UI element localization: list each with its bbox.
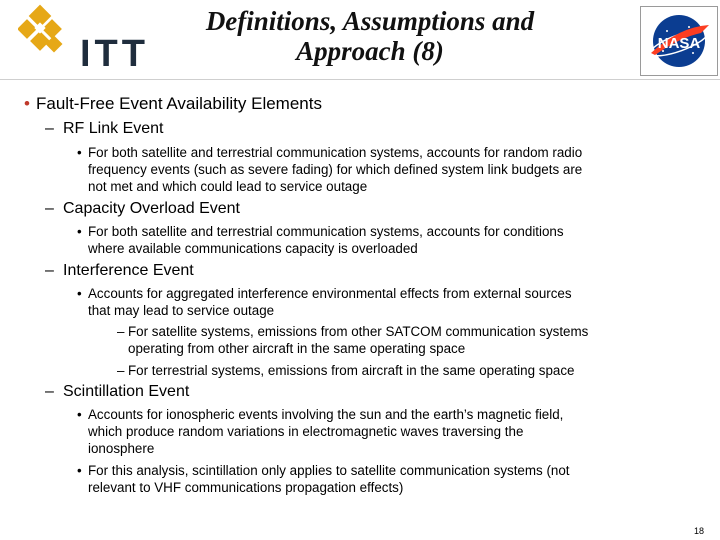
bullet-icon: • [24,94,30,113]
nasa-logo-box [640,6,718,76]
list-item: • Accounts for aggregated interference environmental effects from external sources that may lead to service outage [77,286,572,318]
title-line-1: Definitions, Assumptions and [205,6,535,36]
list-item: • For this analysis, scintillation only applies to satellite communication systems (not relevant to VHF communications propagation effects) [77,463,570,495]
bullet-icon: • [77,286,82,301]
list-item: • For both satellite and terrestrial communication systems, accounts for random radio frequency events (such as severe fading) for which defined system link budgets are not met and which could lead to service outage [77,145,583,194]
list-subitem: – For terrestrial systems, emissions from aircraft in the same operating space [117,363,575,378]
bullet-icon: • [77,463,82,478]
page-number: 18 [693,526,704,536]
slide-header [0,0,720,80]
dash-icon: – [45,262,54,279]
title-line-2: Approach (8) [296,36,444,66]
dash-icon: – [45,383,54,400]
slide-title [170,6,570,66]
dash-icon: – [117,324,125,339]
section-heading: – Scintillation Event [45,383,190,400]
itt-logo-text: ITT [80,33,149,72]
nasa-logo [641,7,717,75]
list-subitem: – For satellite systems, emissions from other SATCOM communication systems operating from other aircraft in the same operating space [117,324,589,356]
section-heading: – RF Link Event [45,120,164,137]
list-item: • Accounts for ionospheric events involving the sun and the earth’s magnetic field, which produce random variations in electromagnetic waves traversing the ionosphere [77,407,564,456]
section-heading: – Capacity Overload Event [45,200,240,217]
section-heading: – Interference Event [45,262,194,279]
main-bullet-item [24,94,322,114]
dash-icon: – [117,363,125,378]
header-divider [0,79,720,80]
itt-logo [18,4,158,72]
bullet-icon: • [77,224,82,239]
list-item: • For both satellite and terrestrial communication systems, accounts for conditions where available communications capacity is overloaded [77,224,564,256]
itt-diamond-icon [18,5,62,53]
dash-icon: – [45,200,54,217]
bullet-icon: • [77,145,82,160]
dash-icon: – [45,120,54,137]
bullet-icon: • [77,407,82,422]
main-bullet-text: Fault-Free Event Availability Elements [36,94,322,113]
nasa-logo-text: NASA [657,35,701,52]
